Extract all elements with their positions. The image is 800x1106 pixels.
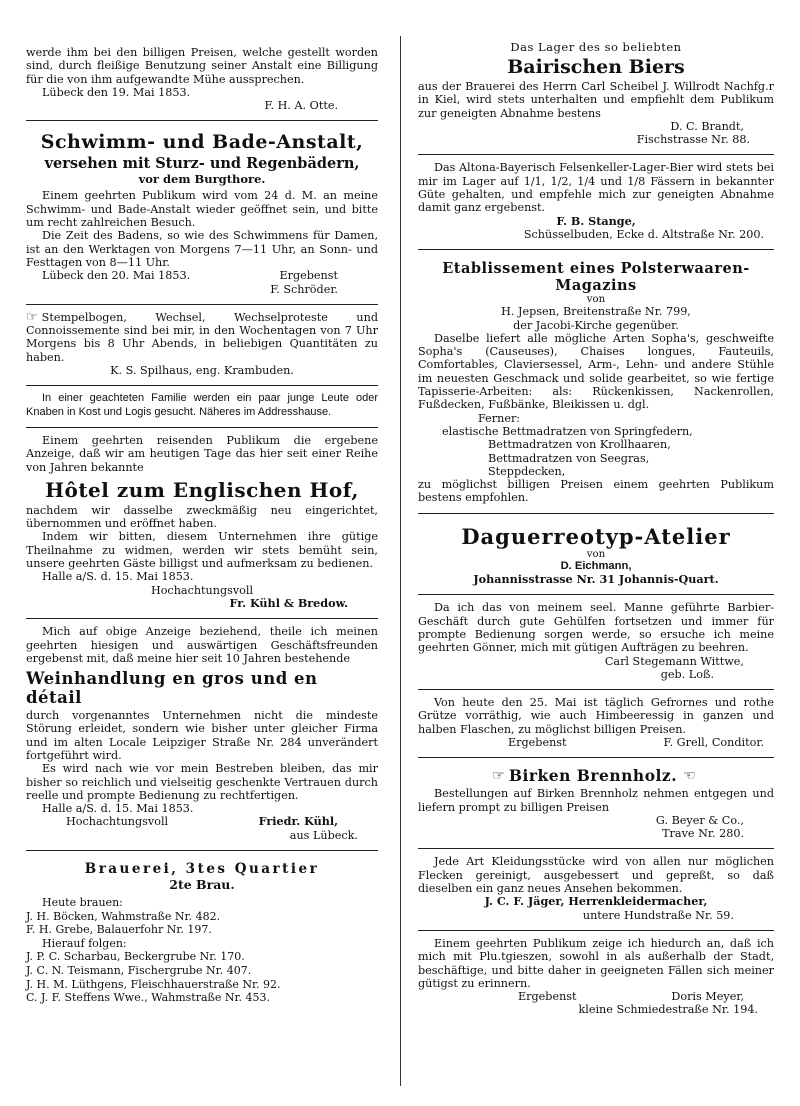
ad-kost-logis: [26, 386, 378, 428]
ad-signature: J. C. F. Jäger, Herrenkleidermacher,: [484, 894, 708, 909]
ad-address: untere Hundstraße Nr. 59.: [582, 908, 734, 922]
ad-text: Indem wir bitten, diesem Unternehmen ihre gütige Theilnahme zu widmen, werden wir stets bemüht sein, unsere geehrten Gäste billigst und aufmerksam zu bedienen.: [26, 530, 378, 571]
ad-signature: Fr. Kühl & Bredow.: [229, 595, 348, 610]
ad-address: kleine Schmiedestraße Nr. 194.: [578, 1003, 758, 1017]
ad-text-container: [26, 311, 378, 364]
ad-closing: Ergebenst: [508, 735, 567, 749]
ad-text: Das Altona-Bayerisch Felsenkeller-Lager-Bier wird stets bei mir im Lager auf 1/1, 1/2, 1/4 und 1/8 Fässern in bekannter Güte gehalten, und empfehle mich zur geneigten Abnahme damit ganz ergebenst.: [418, 161, 774, 215]
ad-title: Etablissement eines Polsterwaaren-Magazins: [442, 260, 750, 295]
ad-polsterwaaren: [418, 250, 774, 513]
ad-text: Einem geehrten reisenden Publikum die ergebene Anzeige, daß wir am heutigen Tage das hier seit einer Reihe von Jahren bekannte: [26, 433, 378, 474]
ad-place-date: Halle a/S. d. 15. Mai 1853.: [42, 802, 194, 816]
ad-subtitle: versehen mit Sturz- und Regenbädern,: [44, 155, 360, 173]
list-item: Bettmadratzen von Seegras,: [488, 451, 650, 465]
ad-von: von: [586, 548, 606, 560]
ad-title: Bairischen Biers: [507, 56, 685, 78]
ad-footer: [26, 269, 378, 282]
ad-owner-location: der Jacobi-Kirche gegenüber.: [513, 318, 679, 332]
ad-signature-line2: geb. Loß.: [660, 667, 714, 681]
ad-signature: G. Beyer & Co.,: [655, 813, 744, 827]
ad-text: Einem geehrten Publikum zeige ich hiedurch an, daß ich mich mit Plu.tgieszen, sowohl in als außerhalb der Stadt, beschäftige, und bitte daher in geeigneten Fällen sich meiner gütigst zu erinnern.: [418, 936, 774, 990]
ad-title: Schwimm- und Bade-Anstalt,: [40, 131, 364, 154]
ad-address: Schüsselbuden, Ecke d. Altstraße Nr. 200.: [523, 227, 764, 241]
ad-place-date: Lübeck den 19. Mai 1853.: [42, 85, 191, 99]
ad-felsenkeller-bier: [418, 155, 774, 250]
ad-owner: H. Jepsen, Breitenstraße Nr. 799,: [501, 305, 691, 319]
ad-text: Einem geehrten Publikum wird vom 24 d. M. an meine Schwimm- und Bade-Anstalt wieder geöffnet sein, und bitte um recht zahlreichen Besuch.: [26, 189, 378, 230]
list-item: F. H. Grebe, Balauerfohr Nr. 197.: [26, 923, 212, 937]
ad-text: durch vorgenanntes Unternehmen nicht die mindeste Störung erleidet, sondern wie bisher unter gleicher Firma und im alten Locale Leipziger Straße Nr. 284 unverändert fortgeführt wird.: [26, 709, 378, 762]
ad-title: Daguerreotyp-Atelier: [461, 523, 731, 549]
ad-closing: Hochachtungsvoll: [66, 815, 169, 829]
ad-signature: F. H. A. Otte.: [264, 99, 338, 113]
ad-birken-brennholz: [418, 758, 774, 849]
ad-text: Mich auf obige Anzeige beziehend, theile ich meinen geehrten hiesigen und auswärtigen Geschäftsfreunden ergebenst mit, daß meine hier seit 10 Jahren bestehende: [26, 625, 378, 665]
ad-signature: K. S. Spilhaus, eng. Krambuden.: [110, 364, 294, 378]
ad-text: Daselbe liefert alle mögliche Arten Sopha's, geschweifte Sopha's (Causeuses), Chaises longues, Fauteuils, Comfortables, Claviersessel, Arm-, Lehn- und andere Stühle im neuesten Geschmack und solide gearbeitet, so wie fertige Tapisserie-Arbeiten: als: Rückenkissen, Nackenrollen, Fußdecken, Fußbänke, Bleikissen u. dgl.: [418, 331, 774, 412]
list-item: Steppdecken,: [488, 464, 566, 478]
ad-text: Jede Art Kleidungsstücke wird von allen nur möglichen Flecken gereinigt, ausgebessert und gepreßt, so daß dieselben ein ganz neues Ansehen bekommen.: [418, 855, 774, 896]
ad-signature: Friedr. Kühl,: [258, 814, 338, 829]
list-item: J. C. N. Teismann, Fischergrube Nr. 407.: [26, 964, 252, 978]
ad-gefrornes: [418, 690, 774, 758]
pointing-hand-icon: ☞: [492, 767, 505, 784]
ad-location: vor dem Burgthore.: [138, 172, 266, 187]
ad-stempelbogen: [26, 305, 378, 386]
list-item: Bettmadratzen von Krollhaaren,: [488, 438, 671, 452]
ad-closing: Ergebenst: [279, 269, 338, 283]
ad-title-row: [418, 766, 774, 785]
pointing-hand-icon: ☞: [26, 309, 38, 325]
ad-closing: Hochachtungsvoll: [150, 583, 254, 597]
ad-text: Da ich das von meinem seel. Manne geführte Barbier-Geschäft durch gute Gehülfen fortsetzen und immer für prompte Bedienung sorgen werde, so ersuche ich meine geehrten Gönner, mich mit gütigen Aufträgen zu beehren.: [418, 601, 774, 655]
ad-place-date: Lübeck den 20. Mai 1853.: [42, 269, 191, 283]
left-column: [26, 40, 378, 1013]
ad-text: Die Zeit des Badens, so wie des Schwimmens für Damen, ist an den Werktagen von Morgens 7—11 Uhr, an Sonn- und Festtagen von 8—11 Uhr.: [26, 229, 378, 269]
ad-weinhandlung: [26, 619, 378, 851]
right-column: [418, 40, 774, 1025]
ad-intro: Das Lager des so beliebten: [510, 40, 682, 54]
ad-text: Bestellungen auf Birken Brennholz nehmen entgegen und liefern prompt zu billigen Preisen: [418, 787, 774, 814]
ad-title: Weinhandlung en gros und en détail: [26, 669, 318, 708]
list-item: J. P. C. Scharbau, Beckergrube Nr. 170.: [26, 950, 245, 964]
ad-footer: [418, 990, 774, 1003]
ad-kleidungsstuecke: [418, 849, 774, 930]
list-item: J. H. M. Lüthgens, Fleischhauerstraße Nr. 92.: [26, 977, 281, 991]
ad-text: Es wird nach wie vor mein Bestreben bleiben, das mir bisher so reichlich und vielseitig geschenkte Vertrauen durch reelle und prompte Bedienung zu rechtfertigen.: [26, 762, 378, 802]
ad-bairisches-bier: [418, 40, 774, 155]
ad-footer: [418, 736, 774, 749]
ad-doris-meyer: [418, 931, 774, 1025]
list-item: C. J. F. Steffens Wwe., Wahmstraße Nr. 453.: [26, 991, 271, 1005]
ad-signature: D. C. Brandt,: [670, 119, 744, 133]
ad-footer: [26, 815, 378, 828]
ad-hotel-englischer-hof: [26, 428, 378, 619]
list-item: J. H. Böcken, Wahmstraße Nr. 482.: [26, 909, 221, 923]
ad-signature: F. Schröder.: [270, 282, 338, 296]
ad-text: aus der Brauerei des Herrn Carl Scheibel J. Willrodt Nachfg.r in Kiel, wird stets unterhalten und empfiehlt dem Publikum zur geneigten Abnahme bestens: [418, 80, 774, 120]
ad-text: werde ihm bei den billigen Preisen, welche gestellt worden sind, durch fleißige Benutzung seiner Anstalt eine Billigung für die von ihm aufgewandte Mühe aussprechen.: [26, 46, 378, 86]
ad-brauerei: [26, 851, 378, 1013]
ad-title: Brauerei, 3tes Quartier: [84, 861, 320, 878]
ad-owner: D. Eichmann,: [560, 559, 632, 572]
list-heading: Hierauf folgen:: [42, 936, 127, 950]
ad-otte: [26, 40, 378, 121]
ad-subtitle: 2te Brau.: [169, 877, 235, 893]
ad-von: von: [586, 294, 606, 306]
ad-ferner: Ferner:: [478, 411, 521, 425]
pointing-hand-left-icon: ☜: [683, 767, 696, 784]
ad-text: nachdem wir dasselbe zweckmäßig neu eingerichtet, übernommen und eröffnet haben.: [26, 503, 378, 531]
ad-text: In einer geachteten Familie werden ein paar junge Leute oder Knaben in Kost und Logis gesucht. Näheres im Addresshause.: [26, 392, 378, 418]
ad-address: Fischstrasse Nr. 88.: [636, 133, 750, 147]
ad-signature: Doris Meyer,: [671, 990, 744, 1004]
ad-address: Trave Nr. 280.: [662, 827, 744, 841]
ad-place-date: Halle a/S. d. 15. Mai 1853.: [42, 570, 194, 584]
ad-signature: F. B. Stange,: [556, 213, 636, 228]
list-item: elastische Bettmadratzen von Springfedern,: [442, 424, 693, 438]
list-heading: Heute brauen:: [42, 896, 123, 910]
ad-text: Von heute den 25. Mai ist täglich Gefrornes und rothe Grütze vorräthig, wie auch Himbeeressig in ganzen und halben Flaschen, zu möglichst billigen Preisen.: [418, 696, 774, 736]
ad-barbier: [418, 595, 774, 690]
ad-address: Johannisstrasse Nr. 31 Johannis-Quart.: [473, 572, 719, 587]
column-divider: [400, 36, 401, 1086]
ad-text: zu möglichst billigen Preisen einem geehrten Publikum bestens empfohlen.: [418, 478, 774, 505]
ad-title: Hôtel zum Englischen Hof,: [45, 477, 359, 502]
ad-signature: Carl Stegemann Wittwe,: [604, 654, 744, 668]
ad-text: Stempelbogen, Wechsel, Wechselproteste und Connoissemente sind bei mir, in den Wochentagen von 7 Uhr Morgens bis 8 Uhr Abends, in beliebigen Quantitäten zu haben.: [26, 310, 378, 364]
ad-signature-line2: aus Lübeck.: [289, 828, 358, 842]
ad-schwimmanstalt: [26, 121, 378, 304]
ad-title: Birken Brennholz.: [508, 766, 678, 786]
ad-daguerreotyp: [418, 514, 774, 596]
ad-signature: F. Grell, Conditor.: [663, 735, 764, 749]
ad-closing: Ergebenst: [518, 990, 577, 1004]
